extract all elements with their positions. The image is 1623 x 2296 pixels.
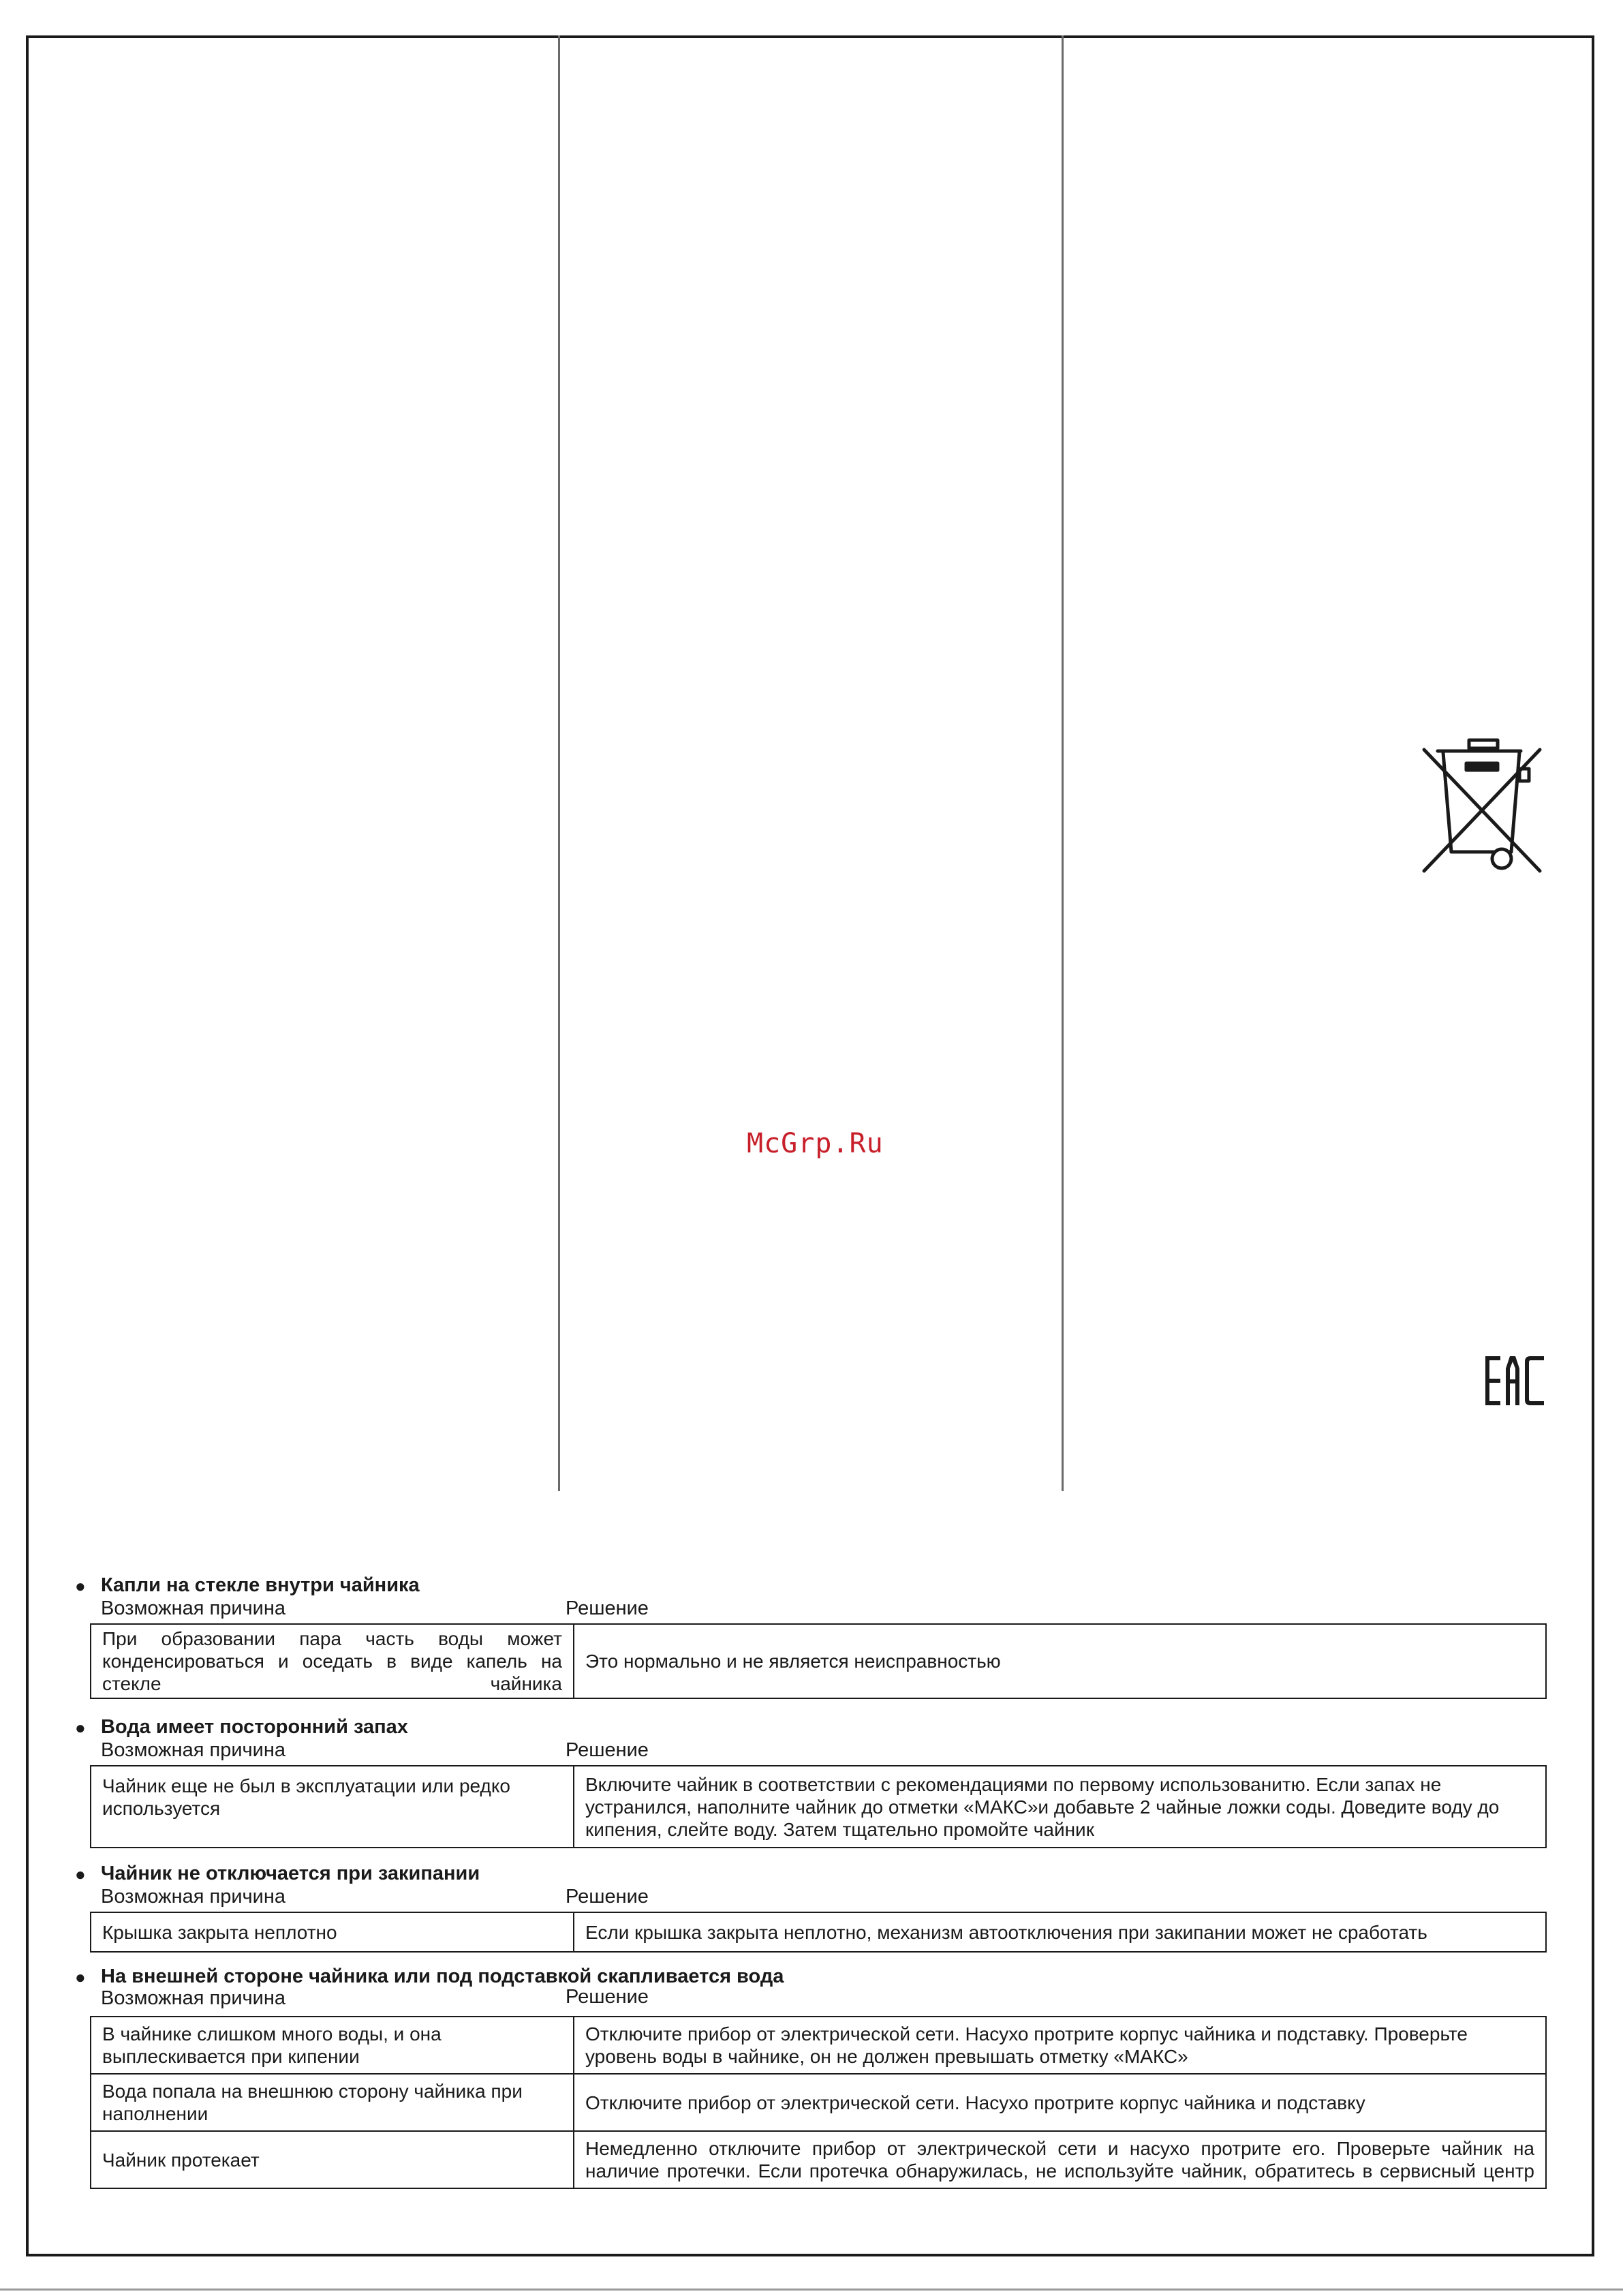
bottom-scan-line [0, 2289, 1623, 2291]
cause-cell: Вода попала на внешнюю сторону чайника при наполнении [91, 2074, 574, 2131]
table-row [91, 1766, 1546, 1848]
crossed-out-wheelie-bin-icon [1419, 736, 1548, 879]
solution-header: Решение [566, 1886, 649, 1908]
solution-cell: Это нормально и не является неисправностью [574, 1624, 1546, 1698]
solution-header: Решение [566, 1597, 649, 1619]
solution-header: Решение [566, 1986, 649, 2008]
cause-cell: При образовании пара часть воды может конденсироваться и оседать в виде капель на стекле чайника [91, 1624, 574, 1698]
solution-header: Решение [566, 1739, 649, 1761]
cause-cell: В чайнике слишком много воды, и она выплескивается при кипении [91, 2017, 574, 2074]
section-title: Вода имеет посторонний запах [101, 1716, 408, 1738]
column-divider-1 [558, 35, 560, 1491]
solution-cell: Включите чайник в соответствии с рекомендациями по первому использованитю. Если запах не устранился, наполните чайник до отметки «МАКС»и добавьте 2 чайные ложки соды. Доведите воду до кипения, слейте воду. Затем тщательно промойте чайник [574, 1766, 1546, 1848]
section-title: Чайник не отключается при закипании [101, 1863, 480, 1884]
cause-header: Возможная причина [101, 1597, 285, 1619]
cause-cell: Чайник еще не был в эксплуатации или редко используется [91, 1766, 574, 1848]
column-divider-2 [1062, 35, 1064, 1491]
section-title: Капли на стекле внутри чайника [101, 1574, 420, 1596]
cause-header: Возможная причина [101, 1886, 285, 1908]
solution-cell: Отключите прибор от электрической сети. Насухо протрите корпус чайника и подставку [574, 2074, 1546, 2131]
cause-cell: Чайник протекает [91, 2131, 574, 2188]
solution-cell: Отключите прибор от электрической сети. Насухо протрите корпус чайника и подставку. Проверьте уровень воды в чайнике, он не должен превышать отметку «МАКС» [574, 2017, 1546, 2074]
bullet-icon: ● [75, 1717, 86, 1738]
section-title: На внешней стороне чайника или под подставкой скапливается вода [101, 1965, 784, 1987]
eac-mark-icon [1485, 1356, 1544, 1405]
cause-header: Возможная причина [101, 1987, 285, 2009]
cause-header: Возможная причина [101, 1739, 285, 1761]
troubleshooting-table [90, 1912, 1547, 1953]
solution-cell: Если крышка закрыта неплотно, механизм автоотключения при закипании может не сработать [574, 1912, 1546, 1952]
bullet-icon: ● [75, 1864, 86, 1884]
solution-cell: Немедленно отключите прибор от электрической сети и насухо протрите его. Проверьте чайник на наличие протечки. Если протечка обнаружилась, не используйте чайник, обратитесь в сервисный центр [574, 2131, 1546, 2188]
bullet-icon: ● [75, 1576, 86, 1596]
table-row [91, 2131, 1546, 2188]
table-row [91, 2074, 1546, 2131]
cause-cell: Крышка закрыта неплотно [91, 1912, 574, 1952]
table-row [91, 1624, 1546, 1698]
troubleshooting-table [90, 1623, 1547, 1699]
troubleshooting-table [90, 2016, 1547, 2189]
troubleshooting-table [90, 1765, 1547, 1848]
table-row [91, 1912, 1546, 1952]
table-row [91, 2017, 1546, 2074]
watermark: McGrp.Ru [747, 1128, 884, 1159]
bullet-icon: ● [75, 1967, 86, 1987]
